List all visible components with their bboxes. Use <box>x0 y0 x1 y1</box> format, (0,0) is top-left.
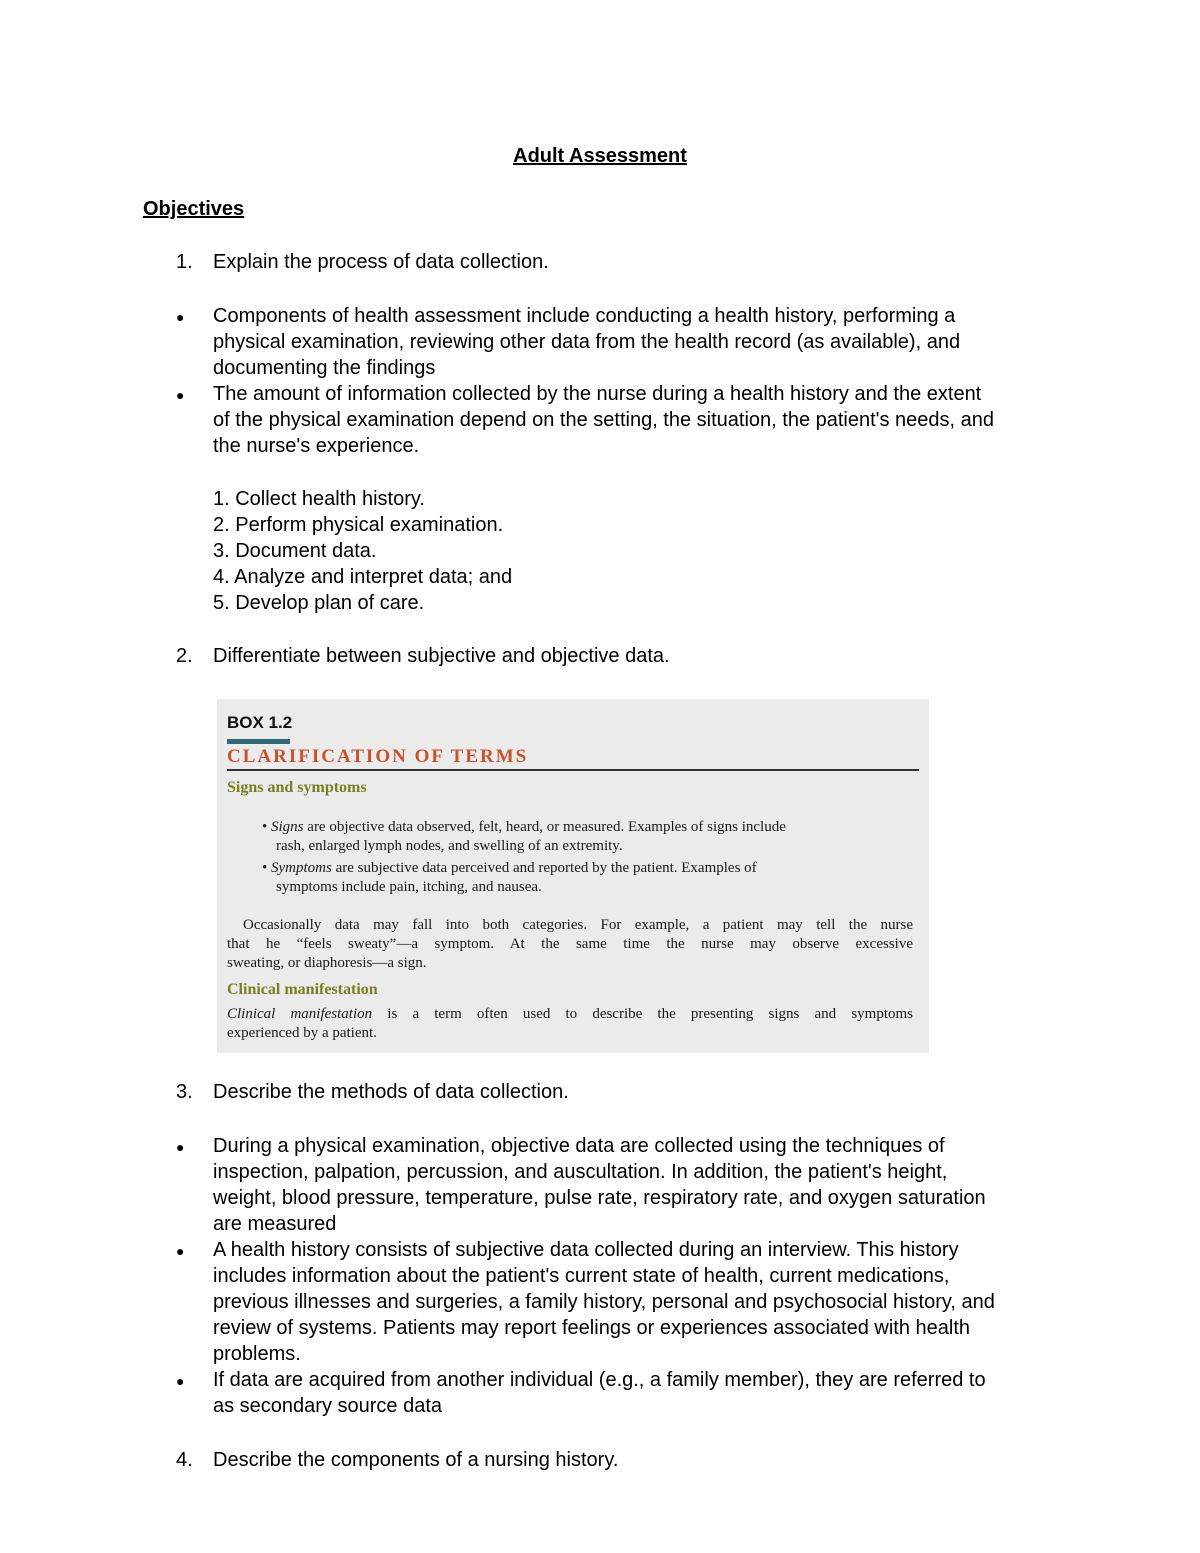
box-label: BOX 1.2 <box>227 713 293 732</box>
process-step: 5. Develop plan of care. <box>213 592 425 614</box>
bullet-text: review of systems. Patients may report feelings or experiences associated with health <box>213 1317 971 1339</box>
box-bullet-symptoms-cont: symptoms include pain, itching, and nausea. <box>276 879 542 895</box>
bullet-text: If data are acquired from another individual (e.g., a family member), they are referred to <box>213 1369 986 1391</box>
objective-3-number: 3. <box>176 1081 193 1103</box>
term-signs: Signs <box>271 819 304 835</box>
objective-1-number: 1. <box>176 251 193 273</box>
term-clinical-manifestation: Clinical manifestation <box>227 1006 373 1022</box>
box-bullet-signs-cont: rash, enlarged lymph nodes, and swelling of an extremity. <box>276 838 623 854</box>
bullet-text: inspection, palpation, percussion, and auscultation. In addition, the patient's height, <box>213 1161 948 1183</box>
bullet-icon: ● <box>176 1243 185 1259</box>
process-step: 1. Collect health history. <box>213 488 425 510</box>
box-bullet-symptoms: • Symptoms are subjective data perceived and reported by the patient. Examples of <box>262 860 757 876</box>
bullet-text: A health history consists of subjective data collected during an interview. This history <box>213 1239 959 1261</box>
cm-text: is a term often used to describe the presenting signs and symptoms <box>372 1006 914 1022</box>
box-section-signs-symptoms: Signs and symptoms <box>227 779 367 796</box>
symptoms-text: are subjective data perceived and reported by the patient. Examples of <box>331 860 757 876</box>
document-title: Adult Assessment <box>513 145 687 167</box>
objective-4-text: Describe the components of a nursing history. <box>213 1449 619 1471</box>
bullet-text: During a physical examination, objective data are collected using the techniques of <box>213 1135 945 1157</box>
box-cm-line <box>227 1005 913 1024</box>
bullet-text: as secondary source data <box>213 1395 443 1417</box>
objectives-heading: Objectives <box>143 198 245 220</box>
bullet-text: The amount of information collected by the nurse during a health history and the extent <box>213 383 982 405</box>
objective-2-number: 2. <box>176 645 193 667</box>
objective-1-text: Explain the process of data collection. <box>213 251 549 273</box>
objective-4-number: 4. <box>176 1449 193 1471</box>
term-symptoms: Symptoms <box>271 860 332 876</box>
bullet-icon: ● <box>176 309 185 325</box>
bullet-text: weight, blood pressure, temperature, pulse rate, respiratory rate, and oxygen saturation <box>213 1187 986 1209</box>
bullet-icon: ● <box>176 387 185 403</box>
bullet-text: the nurse's experience. <box>213 435 420 457</box>
bullet-text: Components of health assessment include conducting a health history, performing a <box>213 305 956 327</box>
bullet-text: physical examination, reviewing other data from the health record (as available), and <box>213 331 961 353</box>
box-cm-line-cont: experienced by a patient. <box>227 1025 377 1041</box>
box-bullet-signs: • Signs are objective data observed, felt, heard, or measured. Examples of signs include <box>262 819 786 835</box>
box-clarification-of-terms <box>217 699 929 1053</box>
bullet-text: of the physical examination depend on the setting, the situation, the patient's needs, and <box>213 409 995 431</box>
process-step: 2. Perform physical examination. <box>213 514 504 536</box>
box-paragraph-line: sweating, or diaphoresis—a sign. <box>227 955 427 971</box>
box-section-clinical-manifestation: Clinical manifestation <box>227 981 378 998</box>
box-paragraph-line: Occasionally data may fall into both categories. For example, a patient may tell the nurse <box>243 917 913 933</box>
process-step: 3. Document data. <box>213 540 377 562</box>
bullet-text: problems. <box>213 1343 301 1365</box>
signs-text: are objective data observed, felt, heard, or measured. Examples of signs include <box>303 819 786 835</box>
objective-3-text: Describe the methods of data collection. <box>213 1081 569 1103</box>
objective-2-text: Differentiate between subjective and objective data. <box>213 645 670 667</box>
box-paragraph-line: that he “feels sweaty”—a symptom. At the same time the nurse may observe excessive <box>227 936 913 952</box>
bullet-icon: ● <box>176 1373 185 1389</box>
process-step: 4. Analyze and interpret data; and <box>213 566 513 588</box>
box-title: CLARIFICATION OF TERMS <box>227 746 529 767</box>
bullet-text: are measured <box>213 1213 337 1235</box>
bullet-text: includes information about the patient's current state of health, current medications, <box>213 1265 950 1287</box>
bullet-icon: ● <box>176 1139 185 1155</box>
box-accent-bar <box>227 739 290 744</box>
bullet-text: documenting the findings <box>213 357 436 379</box>
box-title-rule <box>227 769 919 771</box>
bullet-text: previous illnesses and surgeries, a family history, personal and psychosocial history, and <box>213 1291 995 1313</box>
